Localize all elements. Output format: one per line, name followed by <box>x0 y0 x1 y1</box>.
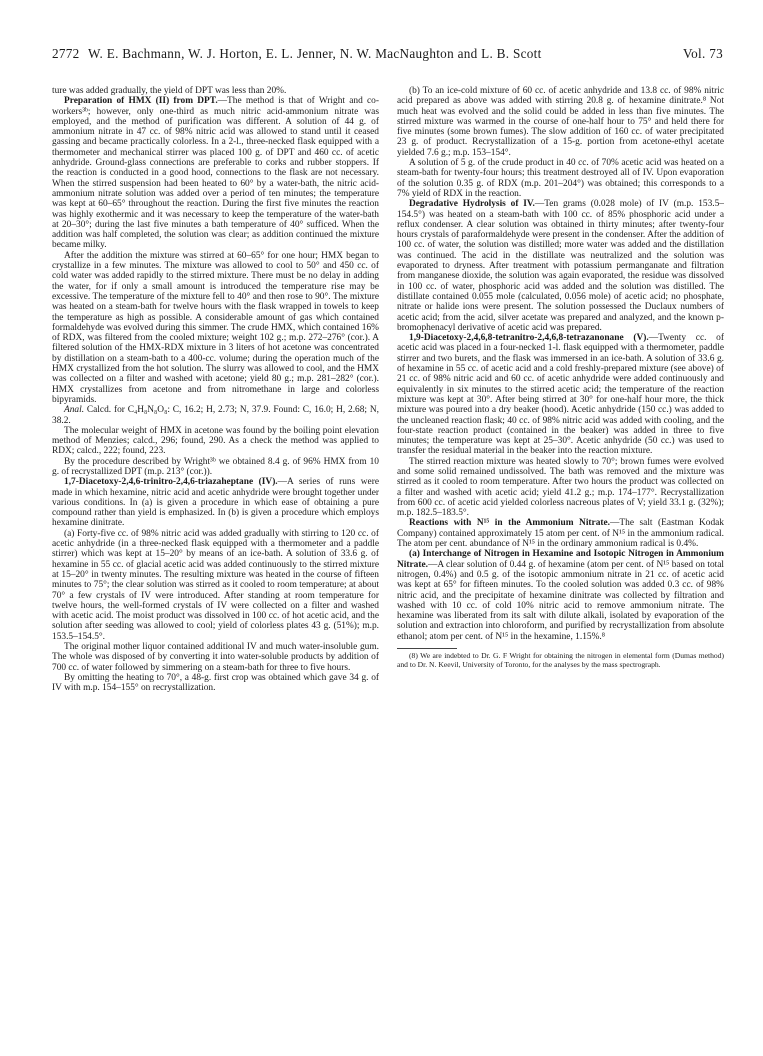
paragraph: A solution of 5 g. of the crude product in 40 cc. of 70% acetic acid was heated on a steam-bath for twenty-four hours; this treatment destroyed all of IV. Upon evaporation of the solution 0.35 g. of RDX (m.p. 201–204°) was obtained; this corresponds to a 7% yield of RDX in the reaction. <box>397 158 724 199</box>
paragraph: After the addition the mixture was stirred at 60–65° for one hour; HMX began to crystallize in a few minutes. The mixture was allowed to cool to 50° and 450 cc. of cold water was added rapidly to the stirred mixture. There must be no delay in adding the water, for if only a small amount is introduced the temperature rise may be excessive. The temperature of the mixture fell to 40° and then rose to 90°. The mixture was heated on a steam-bath for twelve hours with the flask wrapped in towels to keep the temperature as high as possible. A considerable amount of gas which contained formaldehyde was evolved during this simmer. The crude HMX, which contained 16% of RDX, was filtered from the cooled mixture; weight 102 g.; m.p. 272–276° (cor.). A filtered solution of the HMX-RDX mixture in 3 liters of hot acetone was concentrated by distillation on a steam-bath to a 400-cc. volume; during the operation much of the HMX crystallized from the hot solution. The slurry was allowed to cool, and the HMX was collected on a filter and washed with acetone; yield 80 g.; m.p. 281–282° (cor.). HMX crystallizes from acetone and from nitromethane in large and colorless bipyramids. <box>52 250 379 405</box>
paragraph: By the procedure described by Wright³ᵇ we obtained 8.4 g. of 96% HMX from 10 g. of recrystallized DPT (m.p. 213° (cor.)). <box>52 456 379 477</box>
author-line: W. E. Bachmann, W. J. Horton, E. L. Jenner, N. W. MacNaughton and L. B. Scott <box>88 46 542 61</box>
paragraph <box>397 199 724 333</box>
volume-label: Vol. 73 <box>683 46 723 61</box>
paragraph <box>52 96 379 250</box>
paragraph: The stirred reaction mixture was heated slowly to 70°; brown fumes were evolved and some solid remained undissolved. The bath was removed and the mixture was stirred as it cooled to room temperature. After two hours the product was collected on a filter and washed with acetic acid; yield 41.2 g.; m.p. 174–177°. Recrystallization from 600 cc. of acetic acid yielded colorless nacreous plates of V; yield 33.1 g. (32%); m.p. 182.5–183.5°. <box>397 456 724 519</box>
section-heading: (a) Interchange of Nitrogen in Hexamine and Isotopic Nitrogen in Ammonium Nitrate. <box>397 549 724 570</box>
paragraph-text: —A clear solution of 0.44 g. of hexamine (atom per cent. of N¹⁵ based on total nitrogen, 0.4%) and 0.5 g. of the isotopic ammonium nitrate in 21 cc. of acetic acid was kept at 65° for fifteen minutes. To the cooled solution was added 0.3 cc. of 98% nitric acid, and the precipitate of hexamine dinitrate was collected by filtration and washed with 10 cc. of cold 10% nitric acid to remove ammonium nitrate. The hexamine was liberated from its salt with dilute alkali, isolated by evaporation of the solution and extraction into chloroform, and purified by recrystallization from absolute ethanol; atom per cent. of N¹⁵ in the hexamine, 1.15%.⁸ <box>397 559 724 642</box>
paragraph-text: —Ten grams (0.028 mole) of IV (m.p. 153.5–154.5°) was heated on a steam-bath with 100 cc. of 85% phosphoric acid under a reflux condenser. A clear solution was obtained in thirty minutes; after twenty-four hours crystals of paraformaldehyde were present in the condenser. After the addition of 100 cc. of water, the solution was distilled; more water was added and the distillation was continued. The acid in the distillate was neutralized and the solution was evaporated to dryness. After treatment with potassium permanganate and filtration from manganese dioxide, the solution was again evaporated, the residue was dissolved in 100 cc. of water, phosphoric acid was added and the solution was distilled. The distillate contained 0.055 mole (calculated, 0.056 mole) of acetic acid; no phosphate, nitrate or halide ions were present. The solution possessed the Duclaux numbers of acetic acid; from the acid, silver acetate was prepared and analyzed, and the known p-bromophenacyl derivative of acetic acid was prepared. <box>397 199 724 333</box>
paragraph-text: —A series of runs were made in which hexamine, nitric acid and acetic anhydride were brought together under various conditions. In (a) is given a procedure in which ease of obtaining a pure compound rather than yield is emphasized. In (b) is given a procedure which employs hexamine dinitrate. <box>52 477 379 529</box>
right-column <box>397 86 724 1026</box>
paragraph-text: Calcd. for C₄H₈N₈O₈: C, 16.2; H, 2.73; N, 37.9. Found: C, 16.0; H, 2.68; N, 38.2. <box>52 405 379 426</box>
section-heading: Reactions with N¹⁵ in the Ammonium Nitrate. <box>409 518 611 529</box>
section-heading: Degradative Hydrolysis of IV. <box>409 199 535 210</box>
section-heading: 1,9-Diacetoxy-2,4,6,8-tetranitro-2,4,6,8-tetrazanonane (V). <box>409 333 649 344</box>
section-heading: Preparation of HMX (II) from DPT. <box>64 96 218 107</box>
paragraph: The molecular weight of HMX in acetone was found by the boiling point elevation method of Menzies; calcd., 296; found, 290. As a check the method was applied to RDX; calcd., 222; found, 223. <box>52 425 379 457</box>
page-number: 2772 <box>52 46 80 61</box>
paragraph: (a) Forty-five cc. of 98% nitric acid was added gradually with stirring to 120 cc. of acetic anhydride (in a three-necked flask equipped with a thermometer and a paddle stirrer) which was kept at 15–20° by means of an ice-bath. A solution of 33.6 g. of hexamine in 55 cc. of glacial acetic acid was added continuously to the stirred mixture at 15–20° in twenty minutes. The resulting mixture was heated in the course of fifteen minutes to 75°; the clear solution was stirred as it cooled to room temperature; at about 70° a few crystals of IV were introduced. After standing at room temperature for twelve hours, the well-formed crystals of IV were collected on a filter and washed with acetic acid. The moist product was dissolved in 100 cc. of hot acetic acid, and the solution after seeding was allowed to cool; yield of colorless plates 43 g. (51%); m.p. 153.5–154.5°. <box>52 528 379 642</box>
footnote-divider <box>397 648 457 649</box>
paragraph: (b) To an ice-cold mixture of 60 cc. of acetic anhydride and 13.8 cc. of 98% nitric acid prepared as above was added with stirring 20.8 g. of hexamine dinitrate.⁸ Not much heat was evolved and the solid could be added in less than five minutes. The stirred mixture was warmed in the course of one-half hour to 75° and held there for five minutes (some brown fumes). The slow addition of 160 cc. of water precipitated 23 g. of product. Recrystallization of a 15-g. portion from acetone-ethyl acetate yielded 7.6 g.; m.p. 153–154°. <box>397 86 724 158</box>
paragraph-text: —The method is that of Wright and co-workers³ᵇ; however, only one-third as much nitric acid-ammonium nitrate was employed, and the method of purification was different. A solution of 44 g. of ammonium nitrate in 47 cc. of 98% nitric acid was allowed to stand until it ceased gassing and became practically colorless. In a 2-l., three-necked flask equipped with a thermometer and mechanical stirrer was placed 100 g. of DPT and 460 cc. of acetic anhydride. Ground-glass connections are preferable to corks and rubber stoppers. If the reaction is conducted in a good hood, connections to the flask are not necessary. When the stirred suspension had been heated to 60° by a water-bath, the nitric acid-ammonium nitrate solution was added over a period of ten minutes; the temperature was kept at 60–65° throughout the reaction. During the first five minutes the reaction was highly exothermic and it was necessary to keep the temperature of the water-bath at 20–30°; during the last five minutes a bath temperature of 40° sufficed. When the addition was half completed, the solution was clear; as addition continued the mixture became milky. <box>52 96 379 251</box>
footnote: (8) We are indebted to Dr. G. F Wright for obtaining the nitrogen in elemental form (Dumas method) and to Dr. N. Keevil, University of Toronto, for the analyses by the mass spectrograph. <box>397 651 724 669</box>
paragraph <box>397 518 724 549</box>
paragraph <box>52 405 379 426</box>
paragraph: The original mother liquor contained additional IV and much water-insoluble gum. The whole was disposed of by converting it into water-soluble products by addition of 700 cc. of water followed by simmering on a steam-bath for three to five hours. <box>52 642 379 673</box>
paragraph-text: —The salt (Eastman Kodak Company) contained approximately 15 atom per cent. of N¹⁵ in the ammonium radical. The atom per cent. abundance of N¹⁵ in the ordinary ammonium radical is 0.4%. <box>397 518 724 550</box>
paragraph-text: —Twenty cc. of acetic acid was placed in a four-necked 1-l. flask equipped with a thermometer, paddle stirrer and two burets, and the flask was immersed in an ice-bath. A solution of 33.6 g. of hexamine in 55 cc. of acetic acid and a cold freshly-prepared mixture (see above) of 21 cc. of 98% nitric acid and 60 cc. of acetic anhydride were added continuously and equivalently in six minutes to the stirred acetic acid; the temperature of the reaction mixture was kept at 30°. After being stirred at 30° for one-half hour more, the thick mixture was poured into a dry beaker (hood). Acetic anhydride (150 cc.) was added to the uncleaned reaction flask; 40 cc. of 98% nitric acid was added with cooling, and the four-state reaction product (contained in the beaker) was added in three to five minutes; the temperature was kept at 25–30°. Acetic anhydride (50 cc.) was used to transfer the residual material in the beaker into the reaction mixture. <box>397 333 724 457</box>
paragraph <box>397 333 724 457</box>
paragraph: By omitting the heating to 70°, a 48-g. first crop was obtained which gave 34 g. of IV with m.p. 154–155° on recrystallization. <box>52 672 379 694</box>
analysis-label: Anal. <box>64 405 85 416</box>
paragraph <box>52 477 379 528</box>
paragraph <box>397 549 724 642</box>
section-heading: 1,7-Diacetoxy-2,4,6-trinitro-2,4,6-triazaheptane (IV). <box>64 477 278 488</box>
running-header <box>52 46 723 66</box>
paragraph: ture was added gradually, the yield of DPT was less than 20%. <box>52 86 287 96</box>
left-column <box>52 86 379 1026</box>
